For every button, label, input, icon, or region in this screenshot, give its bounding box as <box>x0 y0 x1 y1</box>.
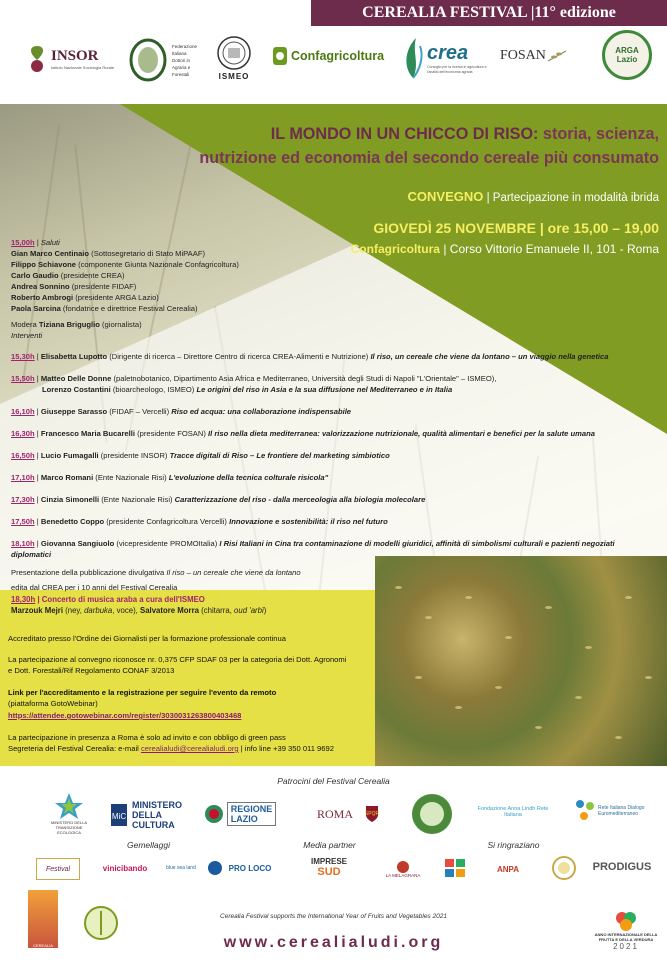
secretariat-label: Segreteria del Festival Cerealia: e-mail <box>8 744 141 753</box>
ismeo-logo <box>216 34 252 81</box>
talk-row: 16,30h | Francesco Maria Bucarelli (presidente FOSAN) Il riso nella dieta mediterranea: valorizzazione nutrizionale, qualità alimentari e benefici per la salute umana <box>11 429 595 438</box>
crea-leaf-icon <box>402 36 424 80</box>
moderator <box>11 320 142 330</box>
saluti-person <box>11 293 159 303</box>
speaker-name: Giovanna Sangiuolo <box>40 539 115 548</box>
media-partner-heading: Media partner <box>303 840 356 850</box>
performer-role: , voce), <box>112 606 141 615</box>
performer-role: ) <box>263 606 267 615</box>
svg-text:MiC: MiC <box>111 812 127 821</box>
svg-text:SPQR: SPQR <box>365 811 379 817</box>
fidaf-line: Dottori in <box>172 57 191 63</box>
title-sub-b: nutrizione ed economia del secondo cereale più consumato <box>199 149 659 167</box>
speaker-role: (presidente INSOR) <box>98 451 170 460</box>
time-label: 15,30h <box>11 352 35 361</box>
venue-address: Corso Vittorio Emanuele II, 101 - Roma <box>449 242 659 256</box>
title-sub-a: storia, scienza, <box>538 125 659 143</box>
time-label: 15,50h <box>11 374 35 383</box>
iyfv-year: 2021 <box>613 941 639 951</box>
mite-logo <box>44 790 94 836</box>
fidaf-line: Italiana <box>172 50 187 56</box>
year-support-note: Cerealia Festival supports the International Year of Fruits and Vegetables 2021 <box>220 913 447 920</box>
speaker-name: Lorenzo Costantini <box>42 385 111 394</box>
event-place <box>351 242 659 256</box>
presence-info: La partecipazione in presenza a Roma è solo ad invito e con obbligo di green pass <box>8 733 286 742</box>
talk-row: 17,10h | Marco Romani (Ente Nazionale Risi) L'evoluzione della tecnica colturale risicola" <box>11 473 329 482</box>
infoline: | info line +39 350 011 9692 <box>238 744 334 753</box>
rice-close-up-photo <box>375 556 667 766</box>
crea-subtitle: Consiglio per la ricerca in agricoltura e l'analisi dell'economia agraria <box>427 64 487 74</box>
website-url[interactable]: www.cerealialudi.org <box>223 934 444 951</box>
journalist-accreditation: Accreditato presso l'Ordine dei Giornalisti per la formazione professionale continua <box>8 634 286 643</box>
session-label: | Saluti <box>34 238 60 247</box>
link-platform: (piattaforma GotoWebinar) <box>8 699 98 708</box>
partner-logos <box>18 30 658 100</box>
speaker-name: Cinzia Simonelli <box>40 495 100 504</box>
arga-lazio-logo <box>602 30 652 80</box>
speaker-name: Francesco Maria Bucarelli <box>40 429 135 438</box>
mic-logo <box>104 798 188 832</box>
performer-role: (ney, <box>63 606 85 615</box>
speaker-role: (vicepresidente PROMOItalia) <box>114 539 220 548</box>
speaker-role: (bioarcheologo, ISMEO) <box>110 385 197 394</box>
round-seal-icon <box>550 854 578 882</box>
registration-link[interactable]: https://attendee.gotowebinar.com/register/3030031263800403468 <box>8 711 242 720</box>
concert-title: | Concerto di musica araba a cura dell'ISMEO <box>35 595 205 604</box>
event-title <box>199 122 659 170</box>
time-label: 15,00h <box>11 238 35 247</box>
participation-mode: Partecipazione in modalità ibrida <box>492 192 659 204</box>
talk-title: diplomatici <box>11 550 52 559</box>
vinicibando-logo: vinicibando <box>102 863 148 873</box>
interventi-label: Interventi <box>11 331 43 340</box>
cfp-info: La partecipazione al convegno riconosce nr. 0,375 CFP SDAF 03 per la categoria dei Dott. Agronomi <box>8 655 347 664</box>
speaker-role: (Dirigente di ricerca – Direttore Centro di ricerca CREA-Alimenti e Nutrizione) <box>107 352 371 361</box>
talk-row: 18,10h | Giovanna Sangiuolo (vicepresidente PROMOItalia) I Risi Italiani in Cina tra contaminazione di modelli giuridici, affinità di simbolismi culturali e pazienti negoziati <box>11 539 615 548</box>
time-label: 18,30h <box>11 595 36 604</box>
speaker-role: (presidente Confagricoltura Vercelli) <box>104 517 230 526</box>
speaker-role: (presidente FOSAN) <box>134 429 208 438</box>
talk-title: Le origini del riso in Asia e la sua diffusione nel Mediterraneo e in Italia <box>196 385 453 394</box>
person-name: Filippo Schiavone <box>11 260 76 269</box>
talk-row: 16,10h | Giuseppe Sarasso (FIDAF – Vercelli) Riso ed acqua: una collaborazione indispensabile <box>11 407 352 416</box>
instrument: oud 'arbī <box>234 606 264 615</box>
time-label: 16,50h <box>11 451 35 460</box>
rete-italiana-name: Rete Italiana Dialogo Euromediterraneo <box>598 805 645 817</box>
concert-block <box>11 594 266 616</box>
iyfv-logo <box>592 898 660 962</box>
person-role: (Sottosegretario di Stato MiPAAF) <box>89 249 205 258</box>
mic-line: DELLA <box>131 810 162 820</box>
imprese-line: IMPRESE <box>310 857 347 866</box>
talk-row: 15,30h | Elisabetta Lupotto (Dirigente di ricerca – Direttore Centro di ricerca CREA-Alimenti e Nutrizione) Il riso, un cereale che viene da lontano – un viaggio nella genetica <box>11 352 609 361</box>
speaker-name: Elisabetta Lupotto <box>40 352 108 361</box>
speaker-name: Benedetto Coppo <box>40 517 105 526</box>
insor-name: INSOR <box>51 48 99 64</box>
mic-line: CULTURA <box>131 820 175 830</box>
talk-row-continuation <box>11 550 51 560</box>
pomegranate-icon <box>395 859 411 873</box>
speaker-name: Matteo Delle Donne <box>40 374 112 383</box>
melagrana-name: LA MELAGRANA <box>385 872 421 878</box>
separator: | <box>439 242 450 256</box>
talk-title: Innovazione e sostenibilità: il riso nel futuro <box>229 517 388 526</box>
venue-name: Confagricoltura <box>350 242 440 256</box>
event-date: GIOVEDÌ 25 NOVEMBRE | ore 15,00 – 19,00 <box>373 220 659 236</box>
festival-logo: Festival <box>36 858 80 880</box>
lazio-line: LAZIO <box>230 814 258 824</box>
mite-name: MINISTERO DELLA TRANSIZIONE ECOLOGICA <box>50 819 87 835</box>
saluti-person <box>11 304 198 314</box>
person-name: Paola Sarcina <box>11 304 61 313</box>
speaker-role: (Ente Nazionale Risi) <box>93 473 169 482</box>
speaker-name: Marco Romani <box>40 473 94 482</box>
star-emblem-icon <box>54 792 84 820</box>
leaf-icon <box>26 44 48 74</box>
talk-title: Il riso nella dieta mediterranea: valorizzazione nutrizionale, qualità alimentari e benefici per la salute umana <box>208 429 595 438</box>
imprese-line: SUD <box>317 866 341 878</box>
moderator-label: Modera <box>11 320 39 329</box>
person-role: (presidente CREA) <box>58 271 125 280</box>
imprese-sud-logo <box>300 852 358 882</box>
talk-row <box>42 385 452 395</box>
green-round-logo <box>408 790 456 838</box>
speaker-role: (paletnobotanico, Dipartimento Asia Africa e Mediterraneo, Università degli Studi di Napoli "L'Orientale" – ISMEO), <box>111 374 497 383</box>
book-presentation-publisher: edita dal CREA per i 10 anni del Festival Cerealia <box>11 583 178 592</box>
time-label: 17,30h <box>11 495 35 504</box>
book-cover-title: CEREALIA <box>33 943 53 948</box>
cfp-info: e Dott. Forestali/Rif Regolamento CONAF 3/2013 <box>8 666 175 675</box>
speaker-role: (Ente Nazionale Risi) <box>99 495 175 504</box>
saluti-person <box>11 249 205 259</box>
convegno-label: CONVEGNO <box>407 189 484 204</box>
arga-name: ARGA Lazio <box>602 30 652 80</box>
pro-loco-emblem-icon <box>204 856 226 880</box>
person-name: Gian Marco Centinaio <box>11 249 90 258</box>
crea-logo <box>402 36 491 80</box>
network-dots-icon <box>574 798 596 824</box>
person-name: Andrea Sonnino <box>11 282 70 291</box>
anpa-logo: ANPA <box>496 864 520 874</box>
fosan-name: FOSAN <box>500 48 546 63</box>
person-name: Roberto Ambrogi <box>11 293 74 302</box>
puzzle-logo <box>440 856 470 880</box>
moderator-role: (giornalista) <box>99 320 142 329</box>
confagricoltura-logo <box>272 46 384 66</box>
regione-lazio-logo <box>202 800 278 828</box>
separator: | <box>483 192 493 204</box>
instrument: darbuka <box>84 606 113 615</box>
fidaf-emblem-icon <box>128 38 168 82</box>
fruit-icon <box>614 910 638 932</box>
performer-name: Salvatore Morra <box>140 606 199 615</box>
person-role: (componente Giunta Nazionale Confagricoltura) <box>75 260 239 269</box>
talk-row: 16,50h | Lucio Fumagalli (presidente INSOR) Tracce digitali di Riso – Le frontiere del marketing simbiotico <box>11 451 390 460</box>
person-role: (presidente ARGA Lazio) <box>73 293 159 302</box>
email-link[interactable]: cerealialudi@cerealialudi.org <box>140 744 239 753</box>
prodigus-logo: PRODIGUS <box>592 861 652 873</box>
fosan-logo <box>500 48 568 64</box>
talk-title: Il riso, un cereale che viene da lontano – un viaggio nella genetica <box>370 352 609 361</box>
talk-row: 17,50h | Benedetto Coppo (presidente Confagricoltura Vercelli) Innovazione e sostenibilità: il riso nel futuro <box>11 517 388 526</box>
insor-logo <box>26 44 131 74</box>
presentation-text: Presentazione della pubblicazione divulgativa <box>11 568 167 577</box>
speaker-name: Giuseppe Sarasso <box>40 407 108 416</box>
talk-title: L'evoluzione della tecnica colturale risicola" <box>168 473 329 482</box>
person-role: (presidente FIDAF) <box>69 282 137 291</box>
fidaf-line: Forestali <box>172 71 190 77</box>
performer-name: Marzouk Mejri <box>11 606 63 615</box>
ismeo-name: ISMEO <box>218 72 250 81</box>
talk-title: Tracce digitali di Riso – Le frontiere del marketing simbiotico <box>169 451 390 460</box>
fidaf-line: Federazione <box>172 43 198 49</box>
performer-role: (chitarra, <box>198 606 235 615</box>
talk-row: 15,50h | Matteo Delle Donne (paletnobotanico, Dipartimento Asia Africa e Mediterraneo, Università degli Studi di Napoli "L'Orientale" – ISMEO), <box>11 374 497 383</box>
fidaf-line: Agraria e <box>172 64 191 70</box>
convegno-line <box>408 189 659 204</box>
roma-logo: ROMA <box>316 806 353 821</box>
ringraziano-heading: Si ringraziano <box>487 840 540 850</box>
crea-name: crea <box>427 41 469 64</box>
insor-subtitle: Istituto Nazionale Sociologia Rurale <box>51 65 115 70</box>
fidaf-logo <box>128 38 197 82</box>
mic-line: MINISTERO <box>131 800 182 810</box>
talk-title: I Risi Italiani in Cina tra contaminazione di modelli giuridici, affinità di simbolismi culturali e pazienti negoziati <box>219 539 615 548</box>
time-label: 18,10h <box>11 539 35 548</box>
roma-shield-icon <box>362 802 382 826</box>
talk-row: 17,30h | Cinzia Simonelli (Ente Nazionale Risi) Caratterizzazione del riso - dalla merceologia alla biologia molecolare <box>11 495 426 504</box>
person-role: (fondatrice e direttrice Festival Cerealia) <box>60 304 198 313</box>
person-name: Carlo Gaudio <box>11 271 59 280</box>
talk-title: Caratterizzazione del riso - dalla merceologia alla biologia molecolare <box>174 495 426 504</box>
pro-loco-logo: PRO LOCO <box>228 863 272 873</box>
saluti-person <box>11 271 125 281</box>
iyfv-name: ANNO INTERNAZIONALE DELLA FRUTTA E DELLA VERDURA <box>594 931 658 942</box>
time-label: 17,10h <box>11 473 35 482</box>
ismeo-seal-icon <box>216 34 252 72</box>
speaker-role: (FIDAF – Vercelli) <box>107 407 172 416</box>
confagricoltura-mark-icon <box>272 46 288 66</box>
la-melagrana-logo <box>382 854 424 882</box>
time-label: 16,30h <box>11 429 35 438</box>
title-main: IL MONDO IN UN CHICCO DI RISO: <box>270 125 539 143</box>
talk-title: Riso ed acqua: una collaborazione indispensabile <box>171 407 352 416</box>
lazio-line: REGIONE <box>230 804 273 814</box>
book-presentation <box>11 568 301 578</box>
confagricoltura-name: Confagricoltura <box>291 49 385 63</box>
gemellaggi-heading: Gemellaggi <box>127 840 170 850</box>
festival-banner: CEREALIA FESTIVAL |11° edizione <box>311 0 667 26</box>
patrocini-heading: Patrocini del Festival Cerealia <box>277 776 390 786</box>
fondazione-anna-lindh-logo: Fondazione Anna Lindh Rete Italiana <box>477 806 549 818</box>
saluti-header <box>11 238 60 248</box>
saluti-person <box>11 282 136 292</box>
speaker-name: Lucio Fumagalli <box>40 451 99 460</box>
moderator-name: Tiziana Briguglio <box>38 320 100 329</box>
mic-emblem-icon <box>110 803 128 827</box>
rete-italiana-logo <box>572 796 650 826</box>
time-label: 17,50h <box>11 517 35 526</box>
saluti-person <box>11 260 239 270</box>
link-label: Link per l'accreditamento e la registrazione per seguire l'evento da remoto <box>8 688 277 697</box>
wheat-icon <box>546 49 568 63</box>
book-title: Il riso – un cereale che viene da lontano <box>166 568 301 577</box>
time-label: 16,10h <box>11 407 35 416</box>
blue-sea-land-logo: blue sea land <box>166 865 196 871</box>
secretariat-info <box>8 744 334 754</box>
lazio-emblem-icon <box>204 803 224 825</box>
